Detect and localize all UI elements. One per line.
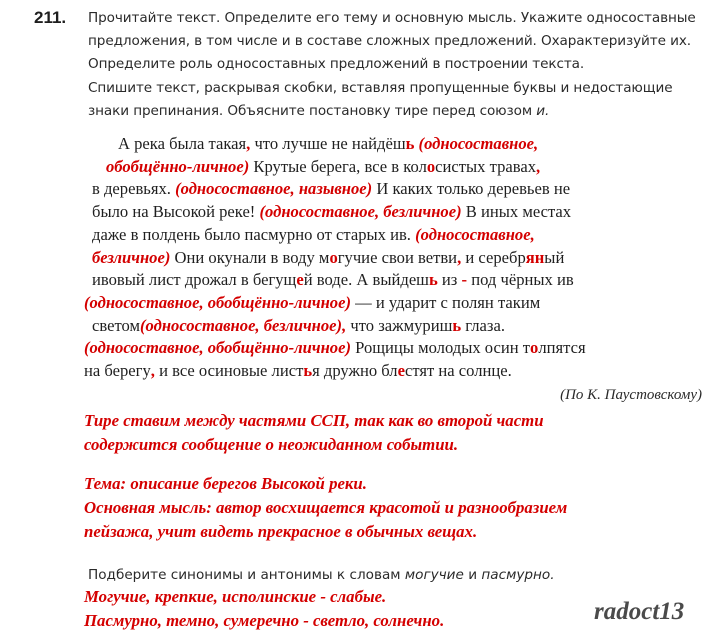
text-line-7 — [84, 269, 704, 292]
insert-comma: , — [457, 247, 462, 267]
text-source: (По К. Паустовскому) — [560, 387, 702, 403]
text-fragment: я дружно бл — [312, 361, 398, 381]
synonyms-task-and: и — [468, 567, 478, 583]
sentence-type-note: безличное) — [92, 247, 171, 267]
text-fragment: Они окунали в воду м — [174, 247, 330, 267]
sentence-type-note: обобщённо-личное) — [106, 156, 250, 176]
text-fragment: что зажмуриш — [350, 315, 453, 335]
text-fragment: А река была такая — [118, 134, 247, 153]
synonyms-task-text: Подберите синонимы и антонимы к словам — [88, 567, 401, 583]
dash-note-line-2: содержится сообщение о неожиданном событии. — [84, 435, 459, 454]
synonyms-answer-line-1: Могучие, крепкие, исполинские - слабые. — [84, 587, 387, 606]
conjunction-word: и. — [536, 102, 550, 119]
insert-comma: , — [536, 156, 541, 176]
text-fragment: светом — [92, 315, 140, 335]
sentence-type-note: (односоставное, назывное) — [175, 179, 373, 199]
task-number: 211. — [34, 8, 67, 27]
insert-letter: ь — [452, 315, 462, 335]
synonyms-answer-line-2: Пасмурно, темно, сумеречно - светло, солнечно. — [84, 611, 445, 630]
text-fragment: что лучше не найдёш — [254, 134, 406, 153]
insert-letter: ян — [525, 247, 545, 267]
insert-letter: ь — [428, 270, 438, 290]
word-pasmurno: пасмурно. — [481, 567, 555, 583]
text-fragment: лпятся — [538, 338, 586, 358]
text-fragment: было на Высокой реке! — [92, 202, 256, 222]
text-fragment: и все осиновые лист — [159, 361, 304, 381]
text-fragment: гучие свои ветви — [337, 247, 458, 267]
sentence-type-note: (односоставное, — [415, 224, 535, 244]
text-fragment: И каких только деревьев не — [376, 179, 571, 199]
text-line-4 — [84, 201, 704, 224]
sentence-type-note: (односоставное, обобщённо-личное) — [84, 292, 351, 312]
insert-letter: ь — [303, 361, 313, 381]
sentence-type-note: (односоставное, — [418, 134, 539, 153]
word-mogучие: могучие — [404, 567, 464, 583]
text-fragment: из — [441, 270, 458, 290]
task-line-5-text: знаки препинания. Объясните постановку тире перед союзом — [88, 102, 533, 119]
task-line-3: Определите роль односоставных предложений в построении текста. — [88, 56, 585, 73]
text-line-9 — [84, 315, 704, 338]
text-fragment: под чёрных ив — [471, 270, 574, 290]
text-line-1 — [84, 133, 704, 156]
main-idea-line-2: пейзажа, учит видеть прекрасное в обычных вещах. — [84, 522, 478, 541]
insert-comma: , — [150, 361, 155, 381]
text-fragment: ивовый лист дрожал в бегущ — [92, 270, 297, 290]
theme-and-idea — [84, 472, 567, 544]
text-fragment: й воде. А выйдеш — [303, 270, 429, 290]
text-line-8 — [84, 292, 704, 315]
task-line-1: Прочитайте текст. Определите его тему и основную мысль. Укажите односоставные — [88, 10, 696, 26]
text-fragment: глаза. — [465, 315, 505, 335]
text-fragment: Крутые берега, все в кол — [253, 156, 427, 176]
text-fragment: и серебр — [465, 247, 526, 267]
sentence-type-note: (односоставное, безличное), — [139, 315, 347, 335]
text-fragment: — и ударит с полян таким — [355, 292, 541, 312]
text-line-5 — [84, 224, 704, 247]
author-signature: radoct13 — [594, 598, 685, 625]
insert-letter: о — [329, 247, 338, 267]
insert-hyphen: - — [461, 270, 468, 290]
text-line-3 — [84, 178, 704, 201]
sentence-type-note: (односоставное, обобщённо-личное) — [84, 338, 351, 358]
synonyms-task — [88, 567, 555, 583]
text-fragment: даже в полдень было пасмурно от старых ив. — [92, 224, 411, 244]
text-line-2 — [84, 156, 704, 179]
insert-letter: о — [530, 338, 539, 358]
dash-explanation — [84, 409, 544, 457]
text-fragment: в деревьях. — [92, 179, 171, 199]
sentence-type-note: (односоставное, безличное) — [259, 202, 462, 222]
dash-note-line-1: Тире ставим между частями ССП, так как во второй части — [84, 411, 544, 430]
insert-letter: ь — [405, 134, 415, 153]
text-fragment: В иных местах — [465, 202, 572, 222]
text-line-6 — [84, 247, 704, 270]
task-line-5 — [88, 100, 703, 123]
main-idea-line-1: Основная мысль: автор восхищается красотой и разнообразием — [84, 498, 568, 517]
text-line-11 — [84, 360, 704, 383]
insert-letter: о — [426, 156, 436, 176]
text-line-10 — [84, 337, 704, 360]
text-fragment: на берегу — [84, 361, 151, 381]
insert-letter: е — [397, 361, 405, 381]
task-instructions — [88, 7, 703, 123]
text-fragment: Рощицы молодых осин т — [355, 338, 531, 358]
theme-line: Тема: описание берегов Высокой реки. — [84, 474, 367, 493]
text-fragment: систых травах — [435, 156, 537, 176]
exercise-text — [84, 133, 704, 383]
insert-comma: , — [246, 134, 251, 153]
text-fragment: стят на солнце. — [404, 361, 512, 381]
task-line-2: предложения, в том числе и в составе сложных предложений. Охарактеризуйте их. — [88, 33, 691, 50]
task-line-4: Спишите текст, раскрывая скобки, вставляя пропущенные буквы и недостающие — [88, 79, 673, 96]
synonyms-answer — [84, 585, 444, 633]
insert-letter: е — [296, 270, 304, 290]
text-fragment: ый — [544, 247, 565, 267]
